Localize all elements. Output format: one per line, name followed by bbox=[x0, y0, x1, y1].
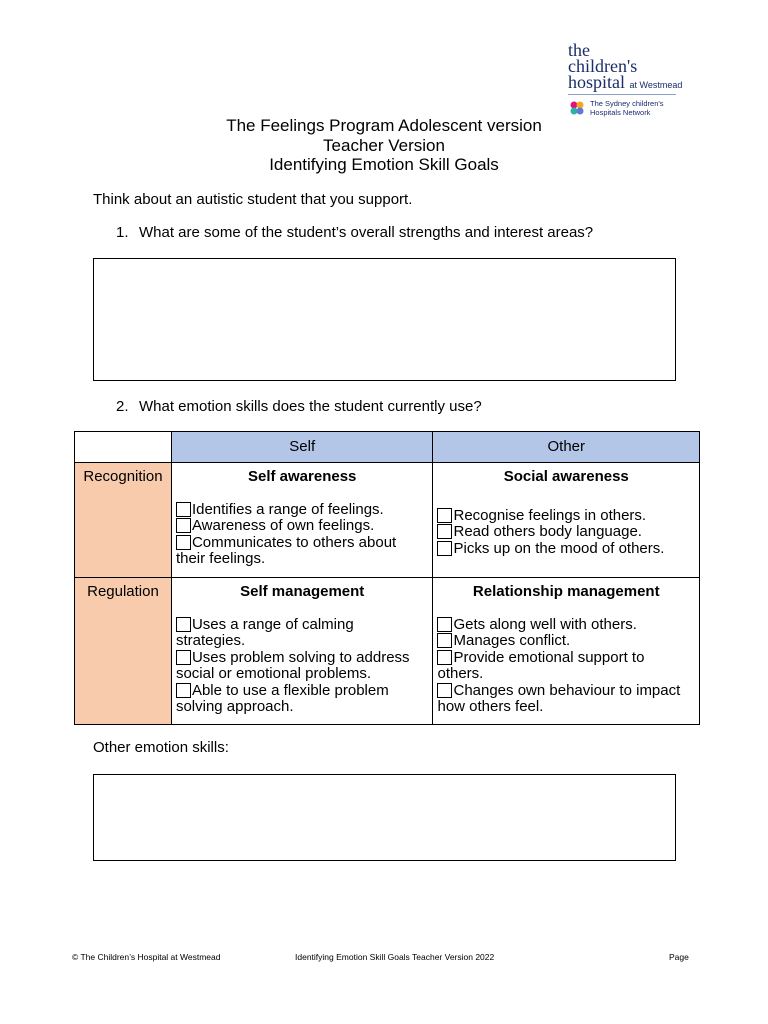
item-label: Uses problem solving to address social or emotional problems. bbox=[175, 648, 410, 682]
item-label: Identifies a range of feelings. bbox=[191, 500, 384, 518]
social-awareness-title: Social awareness bbox=[503, 468, 629, 485]
logo-line-childrens: children's bbox=[568, 56, 638, 76]
self-awareness-title: Self awareness bbox=[248, 468, 357, 485]
checklist-item bbox=[433, 683, 699, 716]
checklist-item bbox=[433, 633, 699, 650]
question-1-number: 1. bbox=[116, 224, 129, 241]
item-label: Manages conflict. bbox=[453, 632, 571, 649]
network-text bbox=[590, 99, 664, 117]
checklist-item bbox=[172, 535, 433, 568]
answer-box-other-skills[interactable] bbox=[93, 774, 676, 861]
answer-box-strengths[interactable] bbox=[93, 258, 676, 381]
footer-copyright: © The Children’s Hospital at Westmead bbox=[72, 952, 221, 962]
logo-westmead: at Westmead bbox=[629, 80, 683, 90]
checkbox[interactable] bbox=[176, 502, 191, 517]
relationship-management-title: Relationship management bbox=[472, 583, 660, 600]
item-label: Communicates to others about their feelings. bbox=[175, 533, 397, 567]
checklist-item bbox=[172, 518, 433, 535]
cell-relationship-management bbox=[433, 578, 700, 725]
checkbox[interactable] bbox=[176, 518, 191, 533]
question-2-text: What emotion skills does the student currently use? bbox=[139, 398, 482, 415]
row-header-regulation: Regulation bbox=[75, 578, 172, 725]
logo-line-the: the bbox=[568, 40, 590, 60]
checkbox[interactable] bbox=[437, 633, 452, 648]
checkbox[interactable] bbox=[437, 683, 452, 698]
logo-divider bbox=[568, 94, 676, 95]
checkbox[interactable] bbox=[437, 650, 452, 665]
checklist-item bbox=[433, 524, 699, 541]
checkbox[interactable] bbox=[176, 650, 191, 665]
checkbox[interactable] bbox=[176, 535, 191, 550]
other-skills-label: Other emotion skills: bbox=[93, 739, 229, 756]
network-flower-icon bbox=[568, 99, 586, 117]
intro-text: Think about an autistic student that you support. bbox=[93, 191, 413, 208]
title-line2: Teacher Version bbox=[323, 135, 445, 155]
hospital-logo bbox=[568, 42, 688, 93]
checklist-item bbox=[433, 508, 699, 525]
item-label: Changes own behaviour to impact how others feel. bbox=[437, 681, 681, 715]
checkbox[interactable] bbox=[437, 541, 452, 556]
table-corner-cell bbox=[75, 432, 172, 463]
col-header-other: Other bbox=[433, 432, 700, 463]
footer-page: Page bbox=[669, 952, 689, 962]
item-label: Awareness of own feelings. bbox=[191, 517, 375, 534]
network-line2: Hospitals Network bbox=[590, 108, 651, 117]
checklist-item bbox=[433, 541, 699, 558]
title-line1: The Feelings Program Adolescent version bbox=[226, 116, 542, 135]
footer-doc-title: Identifying Emotion Skill Goals Teacher Version 2022 bbox=[295, 952, 495, 962]
question-2-number: 2. bbox=[116, 398, 129, 415]
item-label: Recognise feelings in others. bbox=[453, 506, 647, 524]
logo-hospital-word: hospital bbox=[568, 72, 625, 92]
checklist-item bbox=[433, 617, 699, 634]
checklist-item bbox=[433, 650, 699, 683]
checkbox[interactable] bbox=[176, 617, 191, 632]
row-header-recognition: Recognition bbox=[75, 463, 172, 578]
checkbox[interactable] bbox=[437, 508, 452, 523]
item-label: Uses a range of calming strategies. bbox=[175, 615, 354, 649]
checkbox[interactable] bbox=[437, 524, 452, 539]
question-1-text: What are some of the student’s overall strengths and interest areas? bbox=[139, 224, 594, 241]
item-label: Able to use a flexible problem solving approach. bbox=[175, 681, 389, 715]
cell-self-awareness bbox=[171, 463, 433, 578]
emotion-skills-table bbox=[74, 431, 700, 725]
checkbox[interactable] bbox=[176, 683, 191, 698]
logo-line-hospital bbox=[568, 74, 688, 93]
item-label: Picks up on the mood of others. bbox=[453, 539, 665, 557]
item-label: Gets along well with others. bbox=[453, 615, 637, 633]
cell-self-management bbox=[171, 578, 433, 725]
checklist-item bbox=[172, 650, 433, 683]
checkbox[interactable] bbox=[437, 617, 452, 632]
col-header-self: Self bbox=[171, 432, 433, 463]
title-line3: Identifying Emotion Skill Goals bbox=[269, 155, 499, 174]
item-label: Read others body language. bbox=[453, 523, 642, 540]
checklist-item bbox=[172, 502, 433, 519]
page-title bbox=[0, 116, 768, 175]
self-management-title: Self management bbox=[240, 583, 365, 600]
cell-social-awareness bbox=[433, 463, 700, 578]
item-label: Provide emotional support to others. bbox=[437, 648, 645, 682]
checklist-item bbox=[172, 683, 433, 716]
network-line1: The Sydney children's bbox=[590, 99, 664, 108]
checklist-item bbox=[172, 617, 433, 650]
